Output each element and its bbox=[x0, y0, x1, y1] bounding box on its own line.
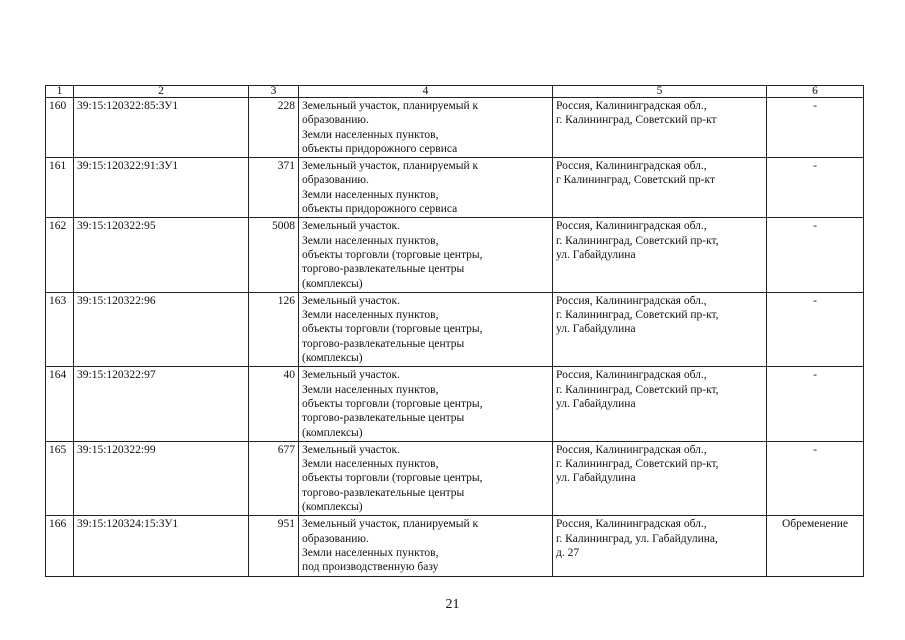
row-number: 165 bbox=[46, 441, 74, 515]
description-line: (комплексы) bbox=[302, 426, 363, 439]
address-line: Россия, Калининградская обл., bbox=[556, 100, 707, 112]
address-line: ул. Габайдулина bbox=[556, 323, 636, 336]
description-line: Земли населенных пунктов, bbox=[302, 309, 439, 322]
encumbrance: - bbox=[767, 441, 864, 515]
row-number: 163 bbox=[46, 292, 74, 366]
plot-address bbox=[553, 441, 767, 515]
page-number: 21 bbox=[445, 597, 460, 612]
address-line: г. Калининград, Советский пр-кт bbox=[556, 114, 717, 127]
cadastral-number: 39:15:120322:95 bbox=[74, 218, 249, 292]
plot-area: 40 bbox=[249, 367, 299, 441]
header-row bbox=[46, 86, 864, 98]
description-line: объекты торговли (торговые центры, bbox=[302, 397, 483, 410]
plot-area: 126 bbox=[249, 292, 299, 366]
encumbrance: - bbox=[767, 218, 864, 292]
column-header-3: 3 bbox=[249, 86, 299, 98]
cadastral-number: 39:15:120322:97 bbox=[74, 367, 249, 441]
description-line: торгово-развлекательные центры bbox=[302, 337, 465, 350]
description-line: Земельный участок. bbox=[302, 369, 400, 382]
description-line: Земли населенных пунктов, bbox=[302, 128, 439, 141]
description-line: Земельный участок, планируемый к bbox=[302, 518, 479, 531]
table-row bbox=[46, 158, 864, 218]
address-line: Россия, Калининградская обл., bbox=[556, 518, 707, 531]
address-line: Россия, Калининградская обл., bbox=[556, 294, 707, 307]
description-line: Земли населенных пунктов, bbox=[302, 234, 439, 247]
land-plots-table bbox=[45, 85, 864, 577]
address-line: г. Калининград, Советский пр-кт, bbox=[556, 383, 719, 396]
plot-area: 951 bbox=[249, 516, 299, 576]
plot-description bbox=[299, 441, 553, 515]
plot-address bbox=[553, 367, 767, 441]
encumbrance: Обременение bbox=[767, 516, 864, 576]
cadastral-number: 39:15:120322:91:ЗУ1 bbox=[74, 158, 249, 218]
description-line: объекты придорожного сервиса bbox=[302, 203, 458, 216]
plot-description bbox=[299, 516, 553, 576]
plot-area: 371 bbox=[249, 158, 299, 218]
column-header-1: 1 bbox=[46, 86, 74, 98]
plot-address bbox=[553, 158, 767, 218]
plot-area: 228 bbox=[249, 98, 299, 158]
description-line: торгово-развлекательные центры bbox=[302, 412, 465, 425]
plot-address bbox=[553, 98, 767, 158]
plot-area: 677 bbox=[249, 441, 299, 515]
description-line: Земельный участок. bbox=[302, 443, 400, 456]
address-line: Россия, Калининградская обл., bbox=[556, 220, 707, 233]
address-line: ул. Габайдулина bbox=[556, 248, 636, 261]
encumbrance: - bbox=[767, 292, 864, 366]
address-line: г. Калининград, Советский пр-кт, bbox=[556, 309, 719, 322]
address-line: Россия, Калининградская обл., bbox=[556, 160, 707, 173]
description-line: торгово-развлекательные центры bbox=[302, 486, 465, 499]
description-line: под производственную базу bbox=[302, 561, 439, 574]
row-number: 162 bbox=[46, 218, 74, 292]
description-line: Земли населенных пунктов, bbox=[302, 546, 439, 559]
description-line: образованию. bbox=[302, 114, 369, 127]
plot-description bbox=[299, 98, 553, 158]
description-line: объекты торговли (торговые центры, bbox=[302, 323, 483, 336]
description-line: Земли населенных пунктов, bbox=[302, 383, 439, 396]
table-row bbox=[46, 441, 864, 515]
address-line: Россия, Калининградская обл., bbox=[556, 443, 707, 456]
column-header-6: 6 bbox=[767, 86, 864, 98]
encumbrance: - bbox=[767, 158, 864, 218]
table-row bbox=[46, 292, 864, 366]
table-body bbox=[46, 98, 864, 577]
description-line: Земельный участок, планируемый к bbox=[302, 100, 479, 112]
table-row bbox=[46, 218, 864, 292]
address-line: ул. Габайдулина bbox=[556, 472, 636, 485]
description-line: объекты торговли (торговые центры, bbox=[302, 472, 483, 485]
table-row bbox=[46, 367, 864, 441]
row-number: 161 bbox=[46, 158, 74, 218]
column-header-5: 5 bbox=[553, 86, 767, 98]
plot-description bbox=[299, 158, 553, 218]
description-line: (комплексы) bbox=[302, 277, 363, 290]
address-line: г Калининград, Советский пр-кт bbox=[556, 174, 715, 187]
cadastral-number: 39:15:120324:15:ЗУ1 bbox=[74, 516, 249, 576]
plot-address bbox=[553, 218, 767, 292]
table-row bbox=[46, 98, 864, 158]
description-line: Земельный участок, планируемый к bbox=[302, 160, 479, 173]
encumbrance: - bbox=[767, 98, 864, 158]
plot-address bbox=[553, 516, 767, 576]
column-header-2: 2 bbox=[74, 86, 249, 98]
description-line: Земли населенных пунктов, bbox=[302, 188, 439, 201]
plot-address bbox=[553, 292, 767, 366]
description-line: (комплексы) bbox=[302, 352, 363, 365]
cadastral-number: 39:15:120322:96 bbox=[74, 292, 249, 366]
description-line: Земельный участок. bbox=[302, 294, 400, 307]
table-row bbox=[46, 516, 864, 576]
plot-description bbox=[299, 218, 553, 292]
address-line: Россия, Калининградская обл., bbox=[556, 369, 707, 382]
description-line: объекты придорожного сервиса bbox=[302, 142, 458, 155]
address-line: д. 27 bbox=[556, 546, 580, 559]
plot-description bbox=[299, 367, 553, 441]
cadastral-number: 39:15:120322:99 bbox=[74, 441, 249, 515]
description-line: образованию. bbox=[302, 174, 369, 187]
description-line: образованию. bbox=[302, 532, 369, 545]
row-number: 160 bbox=[46, 98, 74, 158]
description-line: (комплексы) bbox=[302, 501, 363, 514]
description-line: Земли населенных пунктов, bbox=[302, 458, 439, 471]
column-header-4: 4 bbox=[299, 86, 553, 98]
address-line: г. Калининград, ул. Габайдулина, bbox=[556, 532, 718, 545]
cadastral-number: 39:15:120322:85:ЗУ1 bbox=[74, 98, 249, 158]
row-number: 164 bbox=[46, 367, 74, 441]
description-line: Земельный участок. bbox=[302, 220, 400, 233]
address-line: ул. Габайдулина bbox=[556, 397, 636, 410]
address-line: г. Калининград, Советский пр-кт, bbox=[556, 234, 719, 247]
plot-area: 5008 bbox=[249, 218, 299, 292]
address-line: г. Калининград, Советский пр-кт, bbox=[556, 458, 719, 471]
row-number: 166 bbox=[46, 516, 74, 576]
description-line: объекты торговли (торговые центры, bbox=[302, 248, 483, 261]
description-line: торгово-развлекательные центры bbox=[302, 263, 465, 276]
encumbrance: - bbox=[767, 367, 864, 441]
plot-description bbox=[299, 292, 553, 366]
